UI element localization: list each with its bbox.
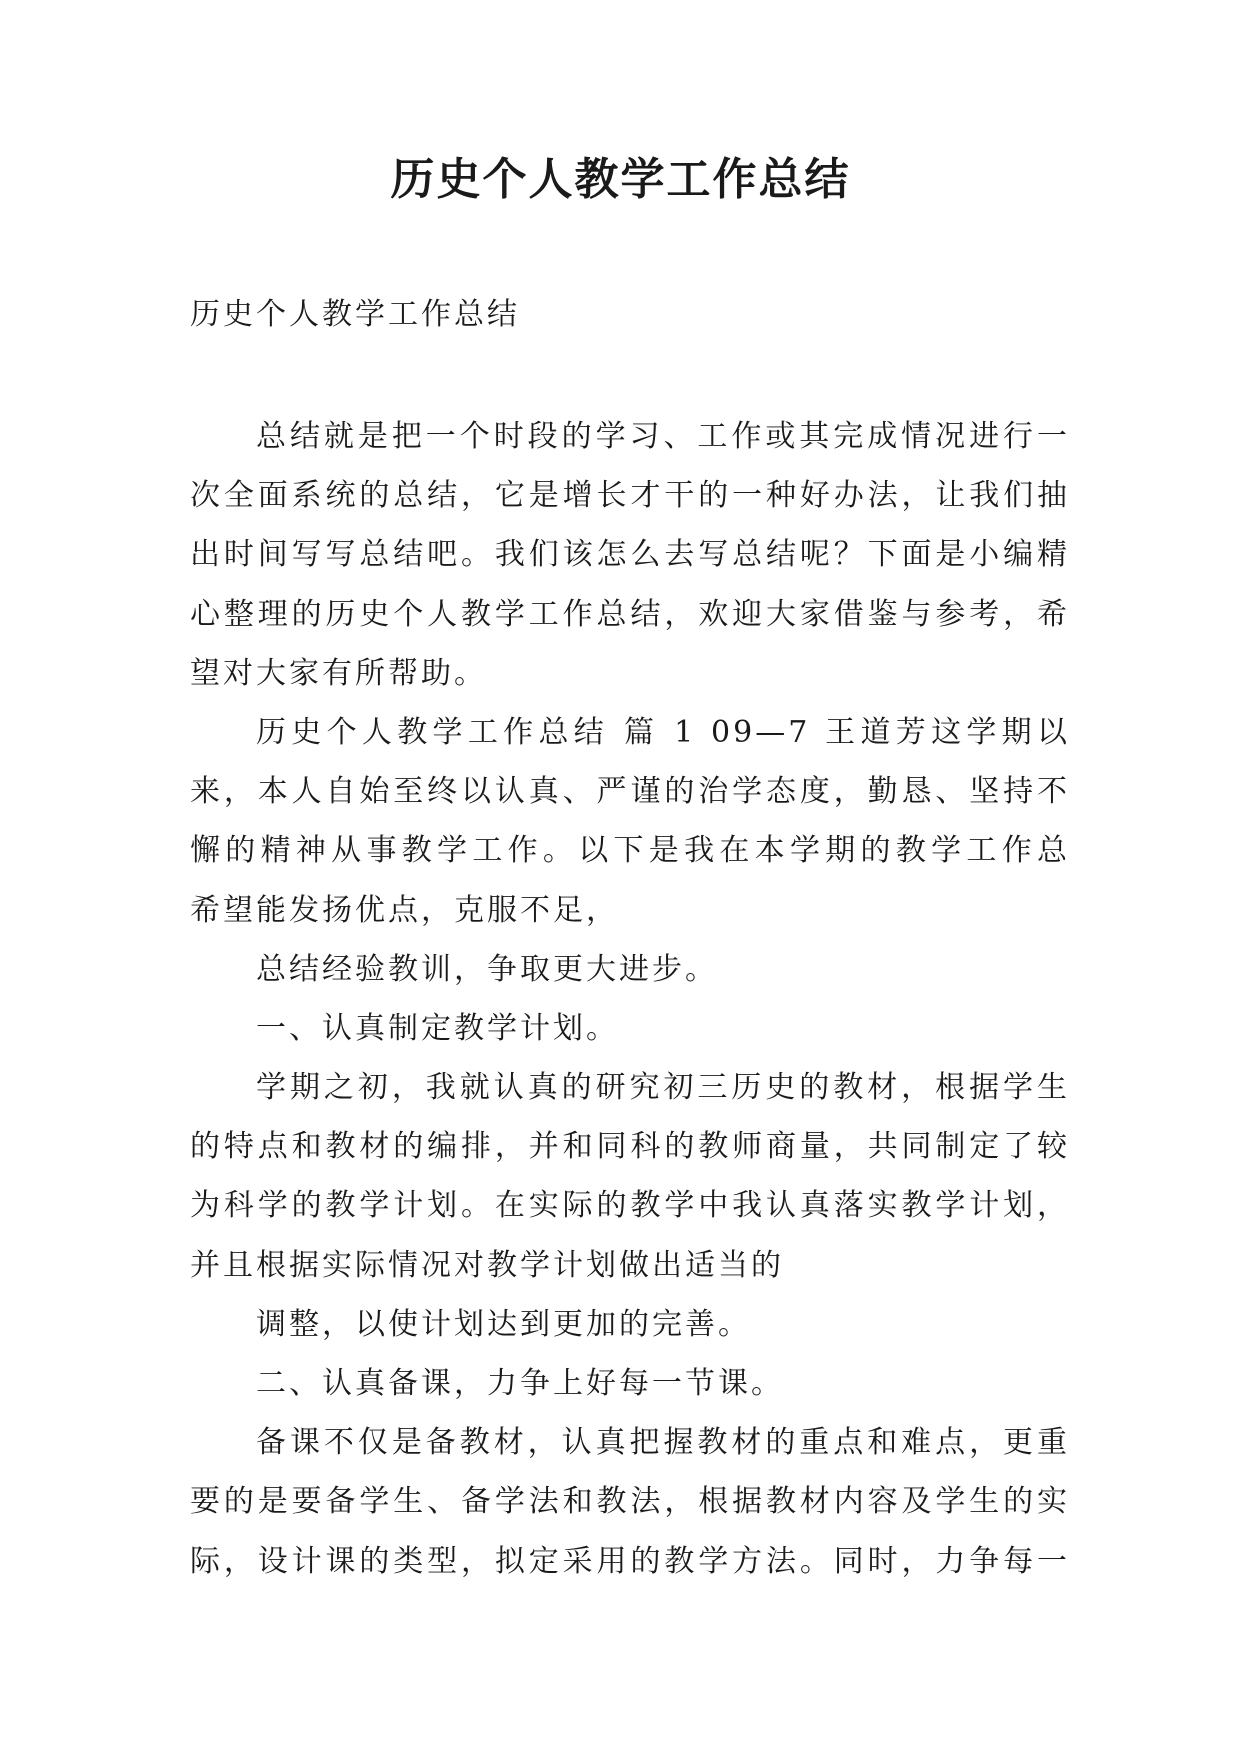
text-line: 望对大家有所帮助。	[190, 655, 487, 691]
text-line: 的特点和教材的编排，并和同科的教师商量，共同制定了较	[190, 1129, 1070, 1165]
text-line: 总结经验教训，争取更大进步。	[256, 951, 718, 987]
text-line: 备课不仅是备教材，认真把握教材的重点和难点，更重	[256, 1425, 1070, 1461]
text-line: 二、认真备课，力争上好每一节课。	[256, 1366, 784, 1401]
text-line: 为科学的教学计划。在实际的教学中我认真落实教学计划，	[190, 1188, 1070, 1224]
text-line: 来，本人自始至终以认真、严谨的治学态度，勤恳、坚持不	[190, 774, 1070, 810]
text-line: 一、认真制定教学计划。	[256, 1010, 619, 1046]
text-line: 调整，以使计划达到更加的完善。	[256, 1306, 751, 1342]
text-line: 学期之初，我就认真的研究初三历史的教材，根据学生	[256, 1070, 1070, 1106]
text-line: 历史个人教学工作总结 篇 1 09—7 王道芳这学期以	[256, 714, 1070, 750]
document-title: 历史个人教学工作总结	[390, 154, 851, 205]
text-line: 要的是要备学生、备学法和教法，根据教材内容及学生的实	[190, 1484, 1070, 1520]
text-line: 次全面系统的总结，它是增长才干的一种好办法，让我们抽	[190, 478, 1070, 514]
text-line: 出时间写写总结吧。我们该怎么去写总结呢？下面是小编精	[190, 537, 1070, 573]
document-body	[190, 407, 1070, 1591]
text-line: 心整理的历史个人教学工作总结，欢迎大家借鉴与参考，希	[190, 596, 1070, 632]
text-line: 总结就是把一个时段的学习、工作或其完成情况进行一	[256, 419, 1070, 454]
text-line: 际，设计课的类型，拟定采用的教学方法。同时，力争每一	[190, 1543, 1070, 1579]
text-line: 懈的精神从事教学工作。以下是我在本学期的教学工作总	[190, 833, 1070, 869]
text-line: 希望能发扬优点，克服不足，	[190, 892, 619, 928]
text-line: 并且根据实际情况对教学计划做出适当的	[190, 1247, 784, 1283]
document-subtitle: 历史个人教学工作总结	[190, 297, 520, 332]
